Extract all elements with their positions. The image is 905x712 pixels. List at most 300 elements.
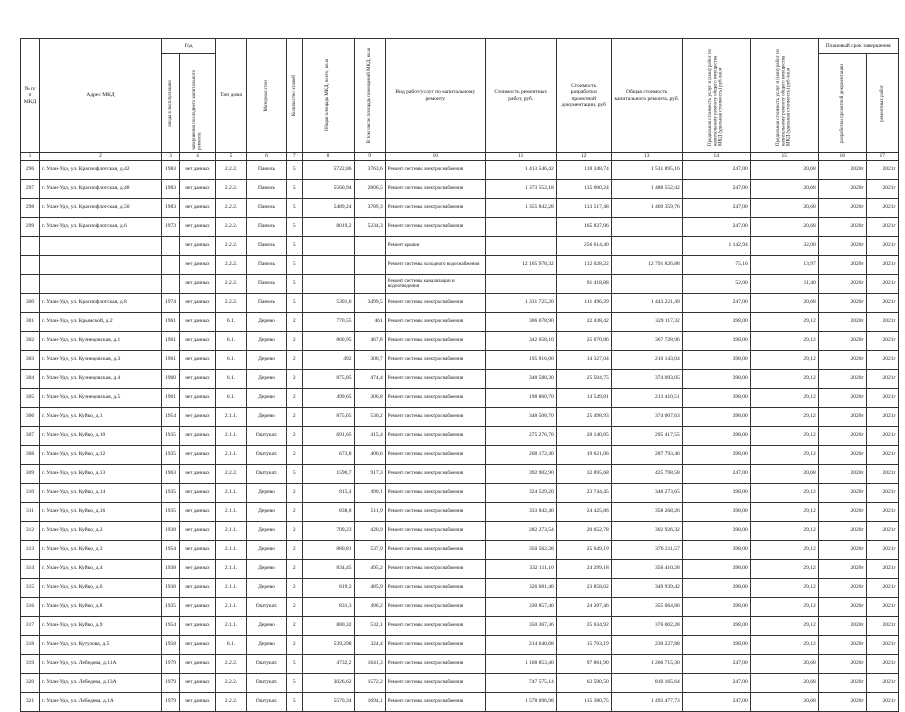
- table-row: [21, 503, 899, 522]
- cell-total-cost: 210 143,04: [611, 351, 682, 370]
- cell-plan-date-project: 2020г: [818, 370, 866, 389]
- cell-address: [40, 237, 162, 256]
- cell-premises-area: 3789,3: [354, 199, 385, 218]
- cell-plan-date-repair: 2021г: [866, 294, 898, 313]
- cell-address: г. Улан-Удэ, ул. Кузнецовская, д.4: [40, 370, 162, 389]
- cell-project-cost: 91 418,88: [556, 275, 611, 294]
- cell-year-last-repair: нет данных: [180, 693, 216, 712]
- cell-limit-cost-1: 398,00: [682, 351, 750, 370]
- table-row: [21, 522, 899, 541]
- cell-plan-date-project: 2020г: [818, 598, 866, 617]
- cell-floors: 5: [287, 294, 303, 313]
- cell-year-built: 1960: [162, 370, 180, 389]
- cell-row-number: 319: [21, 655, 40, 674]
- cell-wall-material: Дерево: [247, 351, 287, 370]
- cell-premises-area: 467,8: [354, 332, 385, 351]
- cell-floors: 2: [287, 560, 303, 579]
- header-col10: Вид работ/услуг по капитальному ремонту: [395, 89, 476, 102]
- cell-total-area: 860,95: [302, 332, 354, 351]
- cell-plan-date-repair: 2021г: [866, 541, 898, 560]
- cell-repair-cost: [485, 218, 556, 237]
- cell-premises-area: 496,2: [354, 598, 385, 617]
- cell-limit-cost-1: 398,00: [682, 522, 750, 541]
- cell-wall-material: Панель: [247, 180, 287, 199]
- cell-work-type: Ремонт системы электроснабжения: [385, 636, 485, 655]
- cell-limit-cost-2: 32,00: [750, 237, 818, 256]
- cell-total-cost: 287 793,46: [611, 446, 682, 465]
- cell-address: г. Улан-Удэ, ул. Куйко, д.3: [40, 541, 162, 560]
- cell-plan-date-project: 2020г: [818, 427, 866, 446]
- table-row: [21, 579, 899, 598]
- table-row: [21, 389, 899, 408]
- cell-row-number: 320: [21, 674, 40, 693]
- cell-address: г. Улан-Удэ, ул. Лебедева, д.13А: [40, 674, 162, 693]
- cell-row-number: 298: [21, 199, 40, 218]
- cell-year-built: 1979: [162, 674, 180, 693]
- cell-plan-date-repair: 2021г: [866, 655, 898, 674]
- table-row: [21, 484, 899, 503]
- cell-project-cost: 25 070,86: [556, 332, 611, 351]
- cell-house-type: 2.1.1.: [216, 484, 247, 503]
- cell-year-last-repair: нет данных: [180, 218, 216, 237]
- cell-wall-material: Дерево: [247, 313, 287, 332]
- cell-floors: 2: [287, 313, 303, 332]
- cell-wall-material: Дерево: [247, 636, 287, 655]
- cell-limit-cost-2: 20,68: [750, 693, 818, 712]
- cell-row-number: 321: [21, 693, 40, 712]
- cell-house-type: 6.1.: [216, 370, 247, 389]
- cell-floors: 2: [287, 484, 303, 503]
- cell-row-number: 315: [21, 579, 40, 598]
- header-col8: Общая площадь МКД, всего, кв.м: [325, 59, 331, 132]
- cell-wall-material: Панель: [247, 256, 287, 275]
- cell-limit-cost-2: 20,68: [750, 218, 818, 237]
- cell-repair-cost: 332 111,10: [485, 560, 556, 579]
- column-number: 16: [818, 153, 866, 161]
- cell-project-cost: 97 861,90: [556, 655, 611, 674]
- cell-total-area: 834,45: [302, 560, 354, 579]
- cell-year-last-repair: нет данных: [180, 408, 216, 427]
- header-col17: ремонтных работ: [879, 84, 885, 122]
- cell-wall-material: Дерево: [247, 541, 287, 560]
- cell-premises-area: 532,1: [354, 617, 385, 636]
- cell-repair-cost: 268 172,40: [485, 446, 556, 465]
- cell-floors: 5: [287, 275, 303, 294]
- cell-total-area: [302, 256, 354, 275]
- cell-work-type: Ремонт системы электроснабжения: [385, 674, 485, 693]
- cell-limit-cost-2: 20,68: [750, 161, 818, 180]
- cell-limit-cost-1: 247,00: [682, 655, 750, 674]
- cell-work-type: Ремонт системы электроснабжения: [385, 408, 485, 427]
- cell-plan-date-repair: 2021г: [866, 484, 898, 503]
- cell-total-cost: 1 493 477,73: [611, 693, 682, 712]
- cell-row-number: 318: [21, 636, 40, 655]
- header-col6: Материал стен: [263, 79, 269, 112]
- header-year-group: Год: [184, 42, 193, 49]
- cell-year-built: 1983: [162, 199, 180, 218]
- cell-project-cost: 111 496,29: [556, 294, 611, 313]
- cell-plan-date-project: 2020г: [818, 294, 866, 313]
- cell-house-type: 2.2.2.: [216, 161, 247, 180]
- cell-premises-area: 917,3: [354, 465, 385, 484]
- cell-plan-date-project: 2020г: [818, 199, 866, 218]
- cell-total-area: 5570,34: [302, 693, 354, 712]
- cell-floors: 2: [287, 351, 303, 370]
- cell-floors: 5: [287, 161, 303, 180]
- cell-project-cost: 115 380,75: [556, 693, 611, 712]
- cell-wall-material: Оштукат.: [247, 427, 287, 446]
- cell-row-number: [21, 256, 40, 275]
- cell-total-cost: 376 211,57: [611, 541, 682, 560]
- header-col13: Общая стоимость капитального ремонта, руб.: [614, 89, 680, 102]
- cell-work-type: Ремонт системы электроснабжения: [385, 351, 485, 370]
- cell-limit-cost-1: 75,16: [682, 256, 750, 275]
- cell-premises-area: 495,2: [354, 560, 385, 579]
- table-row: [21, 655, 899, 674]
- cell-house-type: 2.2.2.: [216, 674, 247, 693]
- cell-year-last-repair: нет данных: [180, 446, 216, 465]
- header-col1: № п/п МКД: [23, 86, 37, 105]
- cell-plan-date-project: 2020г: [818, 332, 866, 351]
- cell-house-type: 2.2.2.: [216, 199, 247, 218]
- header-col12: Стоимость разработки проектной документации, руб: [561, 82, 606, 108]
- cell-work-type: Ремонт крыши: [385, 237, 485, 256]
- cell-premises-area: [354, 256, 385, 275]
- cell-plan-date-repair: 2021г: [866, 693, 898, 712]
- cell-plan-date-project: 2020г: [818, 389, 866, 408]
- table-row: [21, 427, 899, 446]
- cell-repair-cost: 1 578 096,98: [485, 693, 556, 712]
- cell-premises-area: 474,4: [354, 370, 385, 389]
- cell-limit-cost-2: 29,12: [750, 484, 818, 503]
- cell-floors: 2: [287, 427, 303, 446]
- cell-work-type: Ремонт системы электроснабжения: [385, 294, 485, 313]
- column-number: 3: [162, 153, 180, 161]
- table-row: [21, 408, 899, 427]
- cell-total-cost: [611, 275, 682, 294]
- cell-total-cost: 302 926,32: [611, 522, 682, 541]
- cell-limit-cost-1: 398,00: [682, 636, 750, 655]
- cell-floors: 5: [287, 237, 303, 256]
- table-row: [21, 674, 899, 693]
- cell-year-built: 1974: [162, 294, 180, 313]
- cell-limit-cost-2: 29,12: [750, 636, 818, 655]
- cell-address: г. Улан-Удэ, ул. Краснофлотская, д.6: [40, 218, 162, 237]
- cell-row-number: 316: [21, 598, 40, 617]
- column-number: 6: [247, 153, 287, 161]
- cell-year-last-repair: нет данных: [180, 332, 216, 351]
- cell-project-cost: 25 504,75: [556, 370, 611, 389]
- cell-total-area: 499,65: [302, 389, 354, 408]
- cell-row-number: 300: [21, 294, 40, 313]
- header-col14: Предельная стоимость услуг и (или) работ по капитальному ремонту общего имущества МКД (удельная стоимость) руб./кв.м: [708, 48, 724, 146]
- cell-address: г. Улан-Удэ, ул. Кутузова, д.5: [40, 636, 162, 655]
- cell-premises-area: 324,4: [354, 636, 385, 655]
- cell-year-built: 1954: [162, 408, 180, 427]
- cell-total-cost: 374 007,63: [611, 408, 682, 427]
- cell-repair-cost: 350 367,36: [485, 617, 556, 636]
- header-col16: разработки проектной документации: [839, 63, 845, 143]
- cell-address: г. Улан-Удэ, ул. Куйко, д.6: [40, 579, 162, 598]
- cell-year-built: [162, 237, 180, 256]
- cell-house-type: 2.1.1.: [216, 560, 247, 579]
- cell-year-last-repair: нет данных: [180, 294, 216, 313]
- cell-project-cost: 23 744,45: [556, 484, 611, 503]
- cell-limit-cost-2: 20,68: [750, 655, 818, 674]
- cell-address: г. Улан-Удэ, ул. Куйко, д.14: [40, 484, 162, 503]
- cell-limit-cost-1: 398,00: [682, 617, 750, 636]
- cell-year-built: 1954: [162, 541, 180, 560]
- cell-limit-cost-2: 20,68: [750, 294, 818, 313]
- cell-floors: 5: [287, 218, 303, 237]
- table-row: [21, 180, 899, 199]
- cell-total-cost: 358 268,26: [611, 503, 682, 522]
- cell-address: г. Улан-Удэ, ул. Краснофлотская, д.50: [40, 199, 162, 218]
- table-row: [21, 541, 899, 560]
- cell-total-area: 770,55: [302, 313, 354, 332]
- cell-plan-date-repair: 2021г: [866, 389, 898, 408]
- cell-year-last-repair: нет данных: [180, 484, 216, 503]
- cell-limit-cost-1: 398,00: [682, 408, 750, 427]
- cell-row-number: [21, 237, 40, 256]
- cell-plan-date-repair: 2021г: [866, 522, 898, 541]
- cell-total-cost: 349 939,42: [611, 579, 682, 598]
- cell-year-built: 1979: [162, 693, 180, 712]
- cell-plan-date-repair: 2021г: [866, 465, 898, 484]
- cell-total-area: 539,298: [302, 636, 354, 655]
- cell-premises-area: [354, 237, 385, 256]
- cell-house-type: 2.2.2.: [216, 180, 247, 199]
- cell-plan-date-project: 2020г: [818, 484, 866, 503]
- cell-house-type: 2.1.1.: [216, 522, 247, 541]
- cell-floors: 5: [287, 465, 303, 484]
- cell-limit-cost-2: 29,12: [750, 541, 818, 560]
- cell-year-last-repair: нет данных: [180, 579, 216, 598]
- cell-floors: 2: [287, 389, 303, 408]
- table-row: [21, 218, 899, 237]
- table-row: [21, 636, 899, 655]
- cell-plan-date-repair: 2021г: [866, 636, 898, 655]
- cell-total-area: 831,3: [302, 598, 354, 617]
- cell-year-built: 1979: [162, 655, 180, 674]
- cell-address: г. Улан-Удэ, ул. Куйко, д.8: [40, 598, 162, 617]
- cell-plan-date-project: 2020г: [818, 256, 866, 275]
- cell-total-area: 492: [302, 351, 354, 370]
- header-col15: Предельная стоимость услуг и (или) работ по капитальному ремонту общего имущества МКД (удельная стоимость) руб./кв.м: [776, 48, 792, 146]
- cell-repair-cost: [485, 275, 556, 294]
- cell-total-cost: 425 798,58: [611, 465, 682, 484]
- cell-address: г. Улан-Удэ, ул. Куйко, д.1: [40, 408, 162, 427]
- cell-year-last-repair: нет данных: [180, 427, 216, 446]
- cell-total-area: 815,4: [302, 484, 354, 503]
- cell-address: г. Улан-Удэ, ул. Куйко, д.10: [40, 427, 162, 446]
- cell-total-cost: 355 064,86: [611, 598, 682, 617]
- cell-house-type: 2.2.2.: [216, 655, 247, 674]
- cell-work-type: Ремонт системы электроснабжения: [385, 522, 485, 541]
- cell-year-last-repair: нет данных: [180, 617, 216, 636]
- cell-project-cost: 20 140,85: [556, 427, 611, 446]
- cell-year-built: 1983: [162, 161, 180, 180]
- cell-year-built: 1961: [162, 351, 180, 370]
- cell-plan-date-project: 2020г: [818, 218, 866, 237]
- header-col5: Тип дома: [220, 92, 242, 99]
- cell-plan-date-repair: 2021г: [866, 427, 898, 446]
- cell-premises-area: 1572,2: [354, 674, 385, 693]
- cell-premises-area: 306,8: [354, 389, 385, 408]
- table-row: [21, 332, 899, 351]
- cell-total-area: 875,85: [302, 370, 354, 389]
- cell-work-type: Ремонт системы электроснабжения: [385, 541, 485, 560]
- cell-total-cost: 1 469 359,76: [611, 199, 682, 218]
- cell-house-type: 2.1.1.: [216, 598, 247, 617]
- cell-floors: 2: [287, 332, 303, 351]
- cell-year-last-repair: нет данных: [180, 560, 216, 579]
- cell-plan-date-project: 2020г: [818, 541, 866, 560]
- cell-wall-material: Дерево: [247, 370, 287, 389]
- cell-plan-date-project: 2020г: [818, 465, 866, 484]
- cell-year-last-repair: нет данных: [180, 370, 216, 389]
- cell-total-cost: 348 273,65: [611, 484, 682, 503]
- cell-limit-cost-1: 247,00: [682, 674, 750, 693]
- cell-work-type: Ремонт системы холодного водоснабжения: [385, 256, 485, 275]
- cell-house-type: 2.1.1.: [216, 446, 247, 465]
- cell-plan-date-repair: 2021г: [866, 180, 898, 199]
- cell-premises-area: 415,4: [354, 427, 385, 446]
- cell-premises-area: 461: [354, 313, 385, 332]
- cell-row-number: 304: [21, 370, 40, 389]
- cell-floors: 2: [287, 446, 303, 465]
- cell-repair-cost: 348 588,30: [485, 370, 556, 389]
- cell-wall-material: Оштукат.: [247, 446, 287, 465]
- cell-work-type: Ремонт системы электроснабжения: [385, 161, 485, 180]
- cell-year-last-repair: нет данных: [180, 313, 216, 332]
- cell-row-number: [21, 275, 40, 294]
- cell-wall-material: Панель: [247, 294, 287, 313]
- cell-floors: 5: [287, 655, 303, 674]
- cell-work-type: Ремонт системы электроснабжения: [385, 579, 485, 598]
- cell-premises-area: 2806,5: [354, 180, 385, 199]
- cell-total-area: [302, 237, 354, 256]
- cell-plan-date-project: 2020г: [818, 560, 866, 579]
- cell-project-cost: 115 000,24: [556, 180, 611, 199]
- cell-repair-cost: 12 165 978,32: [485, 256, 556, 275]
- cell-plan-date-project: 2020г: [818, 275, 866, 294]
- cell-floors: 5: [287, 199, 303, 218]
- column-number: 2: [40, 153, 162, 161]
- cell-total-area: 673,8: [302, 446, 354, 465]
- cell-total-area: 880,81: [302, 541, 354, 560]
- table-row: [21, 351, 899, 370]
- cell-repair-cost: 214 640,68: [485, 636, 556, 655]
- cell-year-built: 1935: [162, 598, 180, 617]
- cell-year-last-repair: нет данных: [180, 522, 216, 541]
- cell-year-built: 1961: [162, 332, 180, 351]
- column-number: 1: [21, 153, 40, 161]
- cell-premises-area: 530,2: [354, 408, 385, 427]
- cell-plan-date-project: 2020г: [818, 674, 866, 693]
- cell-row-number: 310: [21, 484, 40, 503]
- cell-limit-cost-2: 29,12: [750, 408, 818, 427]
- cell-address: г. Улан-Удэ, ул. Куйко, д.12: [40, 446, 162, 465]
- cell-plan-date-repair: 2021г: [866, 503, 898, 522]
- cell-floors: 5: [287, 180, 303, 199]
- cell-total-cost: 367 728,96: [611, 332, 682, 351]
- table-row: [21, 617, 899, 636]
- cell-repair-cost: 1 413 546,42: [485, 161, 556, 180]
- cell-total-area: [302, 275, 354, 294]
- cell-row-number: 314: [21, 560, 40, 579]
- cell-plan-date-repair: 2021г: [866, 275, 898, 294]
- cell-house-type: 2.1.1.: [216, 408, 247, 427]
- cell-house-type: 2.2.2.: [216, 275, 247, 294]
- cell-plan-date-repair: 2021г: [866, 370, 898, 389]
- table-row: [21, 465, 899, 484]
- column-number: 9: [354, 153, 385, 161]
- cell-repair-cost: 1 168 853,40: [485, 655, 556, 674]
- cell-plan-date-repair: 2021г: [866, 408, 898, 427]
- cell-repair-cost: 342 658,10: [485, 332, 556, 351]
- cell-repair-cost: 326 081,40: [485, 579, 556, 598]
- cell-wall-material: Дерево: [247, 484, 287, 503]
- cell-year-last-repair: нет данных: [180, 541, 216, 560]
- cell-plan-date-project: 2020г: [818, 180, 866, 199]
- cell-repair-cost: 324 529,20: [485, 484, 556, 503]
- cell-limit-cost-2: 29,12: [750, 522, 818, 541]
- cell-year-last-repair: нет данных: [180, 503, 216, 522]
- cell-work-type: Ремонт системы электроснабжения: [385, 389, 485, 408]
- cell-premises-area: [354, 275, 385, 294]
- cell-project-cost: 25 498,93: [556, 408, 611, 427]
- cell-project-cost: 25 634,92: [556, 617, 611, 636]
- cell-limit-cost-2: 29,12: [750, 503, 818, 522]
- cell-wall-material: Дерево: [247, 389, 287, 408]
- cell-house-type: 6.1.: [216, 332, 247, 351]
- cell-wall-material: Дерево: [247, 522, 287, 541]
- cell-plan-date-repair: 2021г: [866, 579, 898, 598]
- cell-address: г. Улан-Удэ, ул. Куйко, д.13: [40, 465, 162, 484]
- cell-total-cost: 1 443 221,49: [611, 294, 682, 313]
- cell-wall-material: Оштукат.: [247, 693, 287, 712]
- cell-row-number: 301: [21, 313, 40, 332]
- cell-limit-cost-2: 20,68: [750, 465, 818, 484]
- cell-wall-material: Дерево: [247, 332, 287, 351]
- cell-year-last-repair: нет данных: [180, 237, 216, 256]
- cell-total-cost: 1 488 552,42: [611, 180, 682, 199]
- cell-limit-cost-1: 398,00: [682, 332, 750, 351]
- cell-repair-cost: 747 575,14: [485, 674, 556, 693]
- cell-wall-material: Оштукат.: [247, 465, 287, 484]
- cell-year-built: 1961: [162, 389, 180, 408]
- cell-plan-date-repair: 2021г: [866, 560, 898, 579]
- cell-premises-area: 1694,1: [354, 693, 385, 712]
- cell-wall-material: Дерево: [247, 560, 287, 579]
- cell-row-number: 302: [21, 332, 40, 351]
- cell-limit-cost-1: 247,00: [682, 465, 750, 484]
- cell-plan-date-repair: 2021г: [866, 313, 898, 332]
- cell-plan-date-project: 2020г: [818, 408, 866, 427]
- cell-work-type: Ремонт системы электроснабжения: [385, 180, 485, 199]
- cell-house-type: 2.1.1.: [216, 541, 247, 560]
- header-col11: Стоимость ремонтных работ, руб.: [494, 89, 548, 102]
- cell-plan-date-repair: 2021г: [866, 161, 898, 180]
- cell-plan-date-project: 2020г: [818, 446, 866, 465]
- header-col2: Адрес МКД: [86, 92, 115, 99]
- cell-row-number: 296: [21, 161, 40, 180]
- cell-project-cost: 20 652,78: [556, 522, 611, 541]
- cell-total-cost: 213 410,51: [611, 389, 682, 408]
- cell-year-last-repair: нет данных: [180, 674, 216, 693]
- cell-year-last-repair: нет данных: [180, 636, 216, 655]
